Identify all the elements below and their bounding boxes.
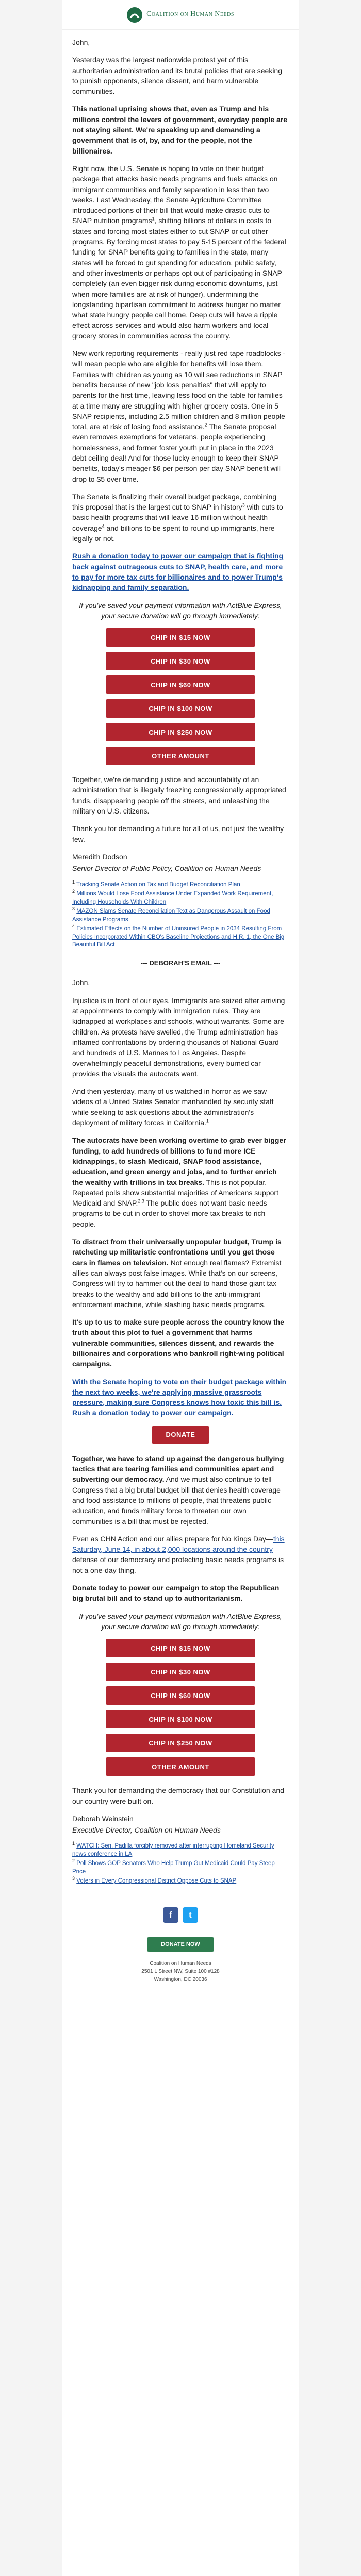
reference-link[interactable]: Estimated Effects on the Number of Uninsured People in 2034 Resulting From Policies Incorporated Within CBO's Baseline Projections and H.R. 1, the One Big Beautiful Bill Act	[72, 926, 285, 948]
brand-name: Coalition on Human Needs	[146, 10, 234, 19]
reference-item: $^3$ Voters in Every Congressional District Oppose Cuts to SNAP	[72, 1876, 237, 1885]
footer-address-line: Washington, DC 20036	[154, 1976, 207, 1982]
chip-in-250-button[interactable]: CHIP IN $250 NOW	[106, 1734, 255, 1752]
reference-link[interactable]: WATCH: Sen. Padilla forcibly removed after interrupting Homeland Security news conference in LA	[72, 1843, 274, 1857]
brand-logo[interactable]	[127, 7, 234, 23]
text: New work reporting requirements - really just red tape roadblocks - will mean people who are eligible for benefits will lose them. Families with children as young as 10 will see reductions in SNAP benefits because of new "job loss penalties" that will apply to parents for the first time, leaving less food on the table for families at a time many are struggling with higher grocery costs. One in 5 SNAP recipients, including 2.5 million children and 8 million people total, are at risk of losing food assistance.	[72, 349, 286, 431]
chip-in-30-button[interactable]: CHIP IN $30 NOW	[106, 1663, 255, 1681]
facebook-icon[interactable]: f	[163, 1907, 178, 1923]
greeting: John,	[72, 38, 90, 46]
signature-name: Meredith Dodson	[72, 852, 127, 861]
reference-link[interactable]: MAZON Slams Senate Reconciliation Text as Dangerous Assault on Food Assistance Programs	[72, 908, 270, 923]
chip-in-100-button[interactable]: CHIP IN $100 NOW	[106, 699, 255, 718]
paragraph: Injustice is in front of our eyes. Immigrants are seized after arriving at appointments to comply with immigration rules. They are kidnapped at workplaces and schools, without warrants. Some are children. As protests have swelled, the Trump administration has inflamed confrontations by ordering thousands of National Guard and hundreds of U.S. Marines to Los Angeles. Despite overwhelmingly peaceful demonstrations, every burned car provides the visuals the autocrats want.	[72, 996, 285, 1078]
donate-now-button[interactable]: DONATE NOW	[147, 1937, 214, 1952]
footnote-ref[interactable]: 4	[102, 523, 105, 529]
logo-emblem-icon	[127, 7, 142, 23]
footer-address-line: 2501 L Street NW, Suite 100 #128	[141, 1969, 220, 1975]
chip-in-60-button[interactable]: CHIP IN $60 NOW	[106, 1686, 255, 1705]
actblue-note: If you've saved your payment information with ActBlue Express, your secure donation will go through immediately:	[79, 601, 282, 620]
text: Even as CHN Action and our allies prepare for No Kings Day—	[72, 1534, 273, 1543]
paragraph-bold: Donate today to power our campaign to stop the Republican big brutal bill and to stand up to authoritarianism.	[72, 1584, 280, 1603]
reference-item: $^2$ Millions Would Lose Food Assistance Under Expanded Work Requirement, Including Households With Children	[72, 889, 273, 905]
text: Not enough real flames? Extremist allies can always post false images. While that's on our screens, Congress will try to hammer out the deal to hand those giant tax breaks to the wealthy and add billions to the anti-immigrant enforcement machine, while slashing basic needs programs.	[72, 1258, 282, 1309]
email-content	[62, 30, 299, 1897]
reference-link[interactable]: Poll Shows GOP Senators Who Help Trump Gut Medicaid Could Pay Steep Price	[72, 1860, 275, 1875]
reference-item: $^1$ Tracking Senate Action on Tax and Budget Reconciliation Plan	[72, 879, 240, 888]
greeting: John,	[72, 978, 90, 987]
no-kings-day-link[interactable]: this Saturday, June 14, in about 2,000 locations around the country	[72, 1534, 285, 1554]
text: And we must also continue to tell Congress that a big brutal budget bill that denies health coverage and food assistance to millions of people, that threatens public education, and funds military force to threaten our own communities is a bill that must be rejected.	[72, 1475, 281, 1526]
references-list	[72, 1842, 289, 1886]
paragraph	[72, 492, 289, 544]
reference-item: $^1$ WATCH: Sen. Padilla forcibly removed after interrupting Homeland Security news conference in LA	[72, 1841, 274, 1857]
footnote-ref[interactable]: 1	[152, 216, 155, 222]
reference-item: $^2$ Poll Shows GOP Senators Who Help Trump Gut Medicaid Could Pay Steep Price	[72, 1858, 275, 1875]
text: with cuts to basic health programs that will leave 16 million without health coverage	[72, 503, 283, 532]
paragraph: Together, we're demanding justice and accountability of an administration that is illegally freezing congressionally appropriated funds, disappearing people off the streets, and unleashing the military on U.S. citizens.	[72, 775, 286, 816]
paragraph	[72, 163, 289, 341]
paragraph: Yesterday was the largest nationwide protest yet of this authoritarian administration and its brutal policies that are seeking to punish opponents, silence dissent, and harm vulnerable communities.	[72, 56, 283, 96]
signature-title: Executive Director, Coalition on Human Needs	[72, 1826, 221, 1835]
text: Right now, the U.S. Senate is hoping to vote on their budget package that attacks basic needs programs and fuels attacks on immigrant communities and family separation in less than two weeks. Last Wednesday, the Senate Agriculture Committee introduced portions of their bill that would make drastic cuts to SNAP nutrition programs	[72, 164, 278, 225]
actblue-note: If you've saved your payment information with ActBlue Express, your secure donation will go through immediately:	[79, 1612, 282, 1631]
text: and billions to be spent to round up immigrants, here legally or not.	[72, 523, 275, 543]
paragraph	[72, 1453, 289, 1527]
text: And then yesterday, many of us watched in horror as we saw videos of a United States Senator manhandled by security staff while seeking to ask questions about the administration's deployment of military forces in California.	[72, 1087, 274, 1127]
text: The Senate proposal even removes exemptions for veterans, people experiencing homelessness, and former foster youth put in place in the 2023 debt ceiling deal! And for those lucky enough to keep their SNAP benefits, today's meager $6 per person per day SNAP benefit will drop to $5 over time.	[72, 422, 281, 483]
text-bold: To distract from their universally unpopular budget, Trump is ratcheting up militaristic confrontations until you get those cars in flames on television.	[72, 1238, 282, 1267]
signature-title: Senior Director of Public Policy, Coalition on Human Needs	[72, 864, 261, 873]
paragraph	[72, 1534, 289, 1575]
text: This is not popular. Repeated polls show substantial majorities of Americans support Medicaid and SNAP.	[72, 1178, 278, 1208]
reference-item: $^3$ MAZON Slams Senate Reconciliation Text as Dangerous Assault on Food Assistance Programs	[72, 906, 270, 923]
footnote-ref[interactable]: 2,3	[138, 1198, 144, 1204]
footnote-ref[interactable]: 3	[242, 502, 245, 508]
references-list	[72, 881, 289, 950]
text: —defense of our democracy and protecting basic needs programs is not a one-day thing.	[72, 1545, 284, 1574]
email-body	[62, 0, 299, 2576]
reference-item: $^4$ Estimated Effects on the Number of Uninsured People in 2034 Resulting From Policies Incorporated Within CBO's Baseline Projections and H.R. 1, the One Big Beautiful Bill Act	[72, 924, 285, 948]
footnote-ref[interactable]: 1	[206, 1118, 209, 1124]
chip-in-15-button[interactable]: CHIP IN $15 NOW	[106, 1639, 255, 1657]
footer-org-name: Coalition on Human Needs	[150, 1960, 211, 1967]
section-divider: --- DEBORAH'S EMAIL ---	[140, 959, 221, 967]
other-amount-button[interactable]: OTHER AMOUNT	[106, 747, 255, 765]
signature	[72, 1814, 289, 1836]
chip-in-100-button[interactable]: CHIP IN $100 NOW	[106, 1710, 255, 1728]
text-bold: Together, we have to stand up against the dangerous bullying tactics that are tearing families and communities apart and subverting our democracy.	[72, 1454, 284, 1484]
chip-in-60-button[interactable]: CHIP IN $60 NOW	[106, 675, 255, 694]
reference-link[interactable]: Voters in Every Congressional District Oppose Cuts to SNAP	[76, 1878, 237, 1885]
footnote-ref[interactable]: 2	[204, 422, 207, 428]
paragraph	[72, 1236, 289, 1310]
paragraph-bold: It's up to us to make sure people across the country know the truth about this plot to fuel a government that harms vulnerable communities, silences dissent, and rewards the billionaires and corporations who bankroll right-wing political campaigns.	[72, 1318, 284, 1368]
reference-link[interactable]: Millions Would Lose Food Assistance Under Expanded Work Requirement, Including Households With Children	[72, 891, 273, 905]
signature	[72, 852, 289, 874]
signature-name: Deborah Weinstein	[72, 1814, 134, 1823]
donation-button-group	[72, 1639, 289, 1776]
text: The public does not want basic needs programs to be cut in order to shovel more tax breaks to rich people.	[72, 1199, 267, 1228]
paragraph	[72, 348, 289, 484]
donation-button-group	[72, 628, 289, 765]
donation-cta-link[interactable]: With the Senate hoping to vote on their budget package within the next two weeks, we're applying massive grassroots pressure, making sure Congress knows how toxic this bill is. Rush a donation today to power our campaign.	[72, 1377, 287, 1417]
donate-button[interactable]: DONATE	[152, 1426, 209, 1444]
social-links	[62, 1907, 299, 1923]
text: , shifting billions of dollars in costs to states and forcing most states either to cut SNAP or cut other programs. By forcing most states to pay 5-15 percent of the federal funding for SNAP benefits going to families in the state, many states will be forced to gut spending for education, public safety, and other investments or perhaps opt out of participating in SNAP completely (an even bigger risk during economic downturns, just when more families are at risk of hunger), undermining the longstanding bipartisan commitment to address hunger no matter what state hungry people call home. Deep cuts will have a ripple effect across services and would also harm workers and local grocery stores in communities across the country.	[72, 216, 286, 340]
chip-in-30-button[interactable]: CHIP IN $30 NOW	[106, 652, 255, 670]
paragraph: Thank you for demanding a future for all of us, not just the wealthy few.	[72, 824, 284, 843]
paragraph-bold: This national uprising shows that, even as Trump and his millions control the levers of government, everyday people are not staying silent. We're speaking up and demanding a government that is of, by, and for the people, not the billionaires.	[72, 105, 288, 155]
chip-in-250-button[interactable]: CHIP IN $250 NOW	[106, 723, 255, 741]
reference-link[interactable]: Tracking Senate Action on Tax and Budget Reconciliation Plan	[76, 881, 240, 888]
text-bold: The autocrats have been working overtime to grab ever bigger funding, to add hundreds of billions to fund more ICE kidnappings, to slash Medicaid, SNAP food assistance, education, and green energy and jobs, and to further enrich the wealthy with trillions in tax breaks.	[72, 1136, 286, 1187]
twitter-icon[interactable]: t	[183, 1907, 198, 1923]
paragraph	[72, 1086, 289, 1128]
email-footer	[62, 1897, 299, 1990]
paragraph	[72, 1135, 289, 1229]
donation-cta-link[interactable]: Rush a donation today to power our campaign that is fighting back against outrageous cuts to SNAP, health care, and more to pay for more tax cuts for billionaires and to power Trump's kidnapping and family separation.	[72, 552, 284, 592]
text: The Senate is finalizing their overall budget package, combining this proposal that is the largest cut to SNAP in history	[72, 492, 277, 512]
other-amount-button[interactable]: OTHER AMOUNT	[106, 1757, 255, 1776]
donate-button-wrap	[72, 1426, 289, 1444]
paragraph: Thank you for demanding the democracy that our Constitution and our country were built on.	[72, 1786, 284, 1805]
chip-in-15-button[interactable]: CHIP IN $15 NOW	[106, 628, 255, 647]
email-header	[62, 0, 299, 30]
